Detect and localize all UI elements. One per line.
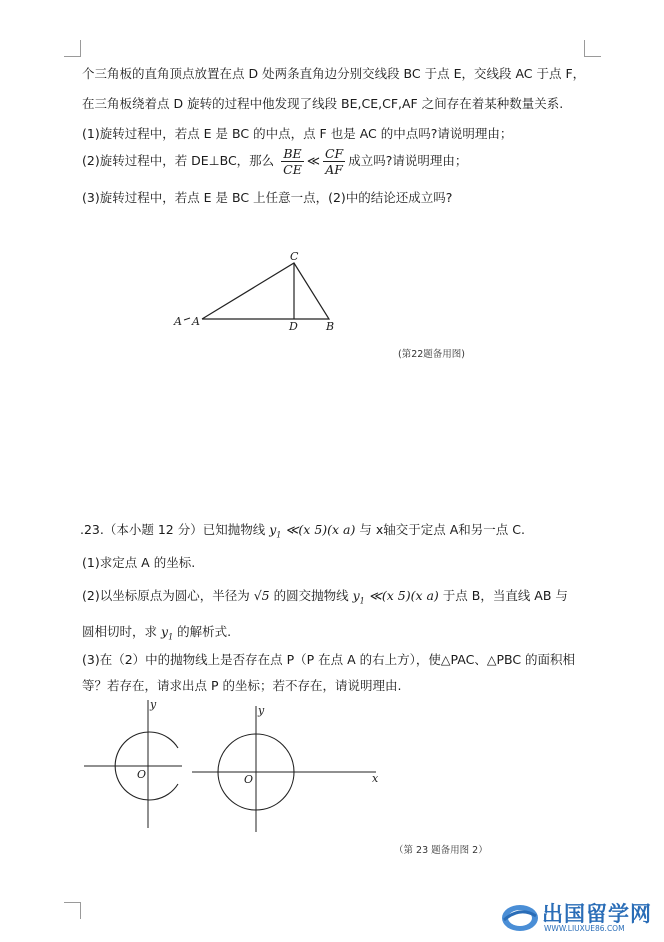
var-y: y — [269, 522, 277, 537]
subscript-1: 1 — [359, 596, 365, 606]
label-o: O — [244, 773, 254, 786]
problem22-intro-line2: 在三角板绕着点 D 旋转的过程中他发现了线段 BE,CE,CF,AF 之间存在着某种数量关系. — [82, 96, 564, 111]
sqrt-5: √5 — [253, 588, 270, 603]
label-d: D — [289, 320, 298, 333]
q2-text-pre: (2)旋转过程中，若 DE⊥BC，那么 — [82, 153, 275, 168]
q2-line2-post: 的解析式. — [177, 624, 232, 639]
logo-emblem-icon — [500, 902, 540, 934]
label-a: A — [192, 315, 200, 328]
p23-header-post: 与 x轴交于定点 A和另一点 C. — [359, 522, 525, 537]
subscript-1: 1 — [168, 632, 174, 642]
var-y: y — [161, 624, 169, 639]
equation-2: ≪(x 5)(x a) — [368, 588, 439, 603]
equation-1: ≪(x 5)(x a) — [285, 522, 356, 537]
problem23-question3-line1: (3)在（2）中的抛物线上是否存在点 P（P 在点 A 的右上方），使△PAC、△PBC 的面积相 — [82, 652, 576, 667]
watermark-logo — [500, 896, 660, 940]
q2-text-post: 成立吗?请说明理由； — [348, 153, 468, 168]
problem22-intro-line1: 个三角板的直角顶点放置在点 D 处两条直角边分别交线段 BC 于点 E，交线段 AC 于点 F， — [82, 66, 586, 81]
label-y: y — [150, 698, 157, 711]
q2-line2-pre: 圆相切时，求 — [82, 624, 158, 639]
problem23-caption: （第 23 题备用图 2） — [394, 845, 488, 856]
problem23-question3-line2: 等？若存在，请求出点 P 的坐标；若不存在，请说明理由. — [82, 678, 402, 693]
var-y: y — [352, 588, 360, 603]
fraction-numerator: BE — [281, 146, 304, 162]
label-c: C — [290, 250, 299, 263]
q2-text-post: 于点 B，当直线 AB 与 — [442, 588, 568, 603]
watermark-title: 出国留学网 — [542, 902, 652, 926]
equals-operator: ≪ — [306, 153, 320, 168]
label-a-ghost: A — [174, 315, 182, 328]
watermark-url: WWW.LIUXUE86.COM — [544, 924, 625, 933]
label-b: B — [326, 320, 335, 333]
problem23-question1: (1)求定点 A 的坐标. — [82, 555, 196, 570]
problem22-question3: (3)旋转过程中，若点 E 是 BC 上任意一点，(2)中的结论还成立吗? — [82, 190, 453, 205]
subscript-1: 1 — [276, 530, 282, 540]
fraction-denominator: AF — [325, 162, 343, 177]
problem22-caption: (第22题备用图) — [398, 349, 466, 360]
label-o: O — [137, 768, 147, 781]
fraction-denominator: CE — [283, 162, 302, 177]
fraction-numerator: CF — [324, 146, 344, 161]
label-y: y — [258, 704, 265, 717]
label-x: x — [372, 772, 379, 785]
problem22-question1: (1)旋转过程中，若点 E 是 BC 的中点，点 F 也是 AC 的中点吗?请说明理由； — [82, 126, 513, 141]
q2-text-pre: (2)以坐标原点为圆心，半径为 — [82, 588, 250, 603]
p23-header-pre: .23.（本小题 12 分）已知抛物线 — [80, 522, 266, 537]
q2-text-mid: 的圆交抛物线 — [273, 588, 349, 603]
